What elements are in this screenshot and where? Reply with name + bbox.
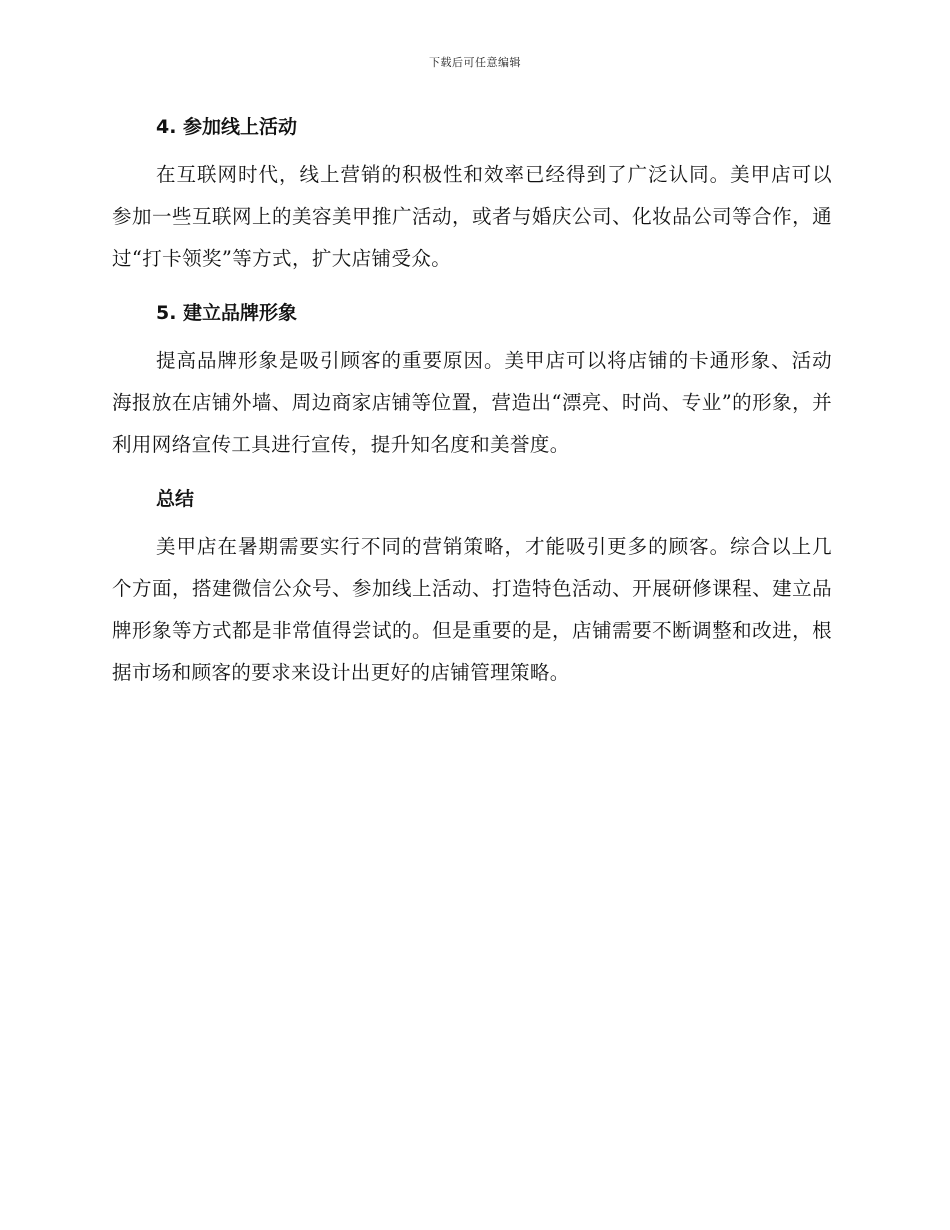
section-heading-online-activities: 4. 参加线上活动 [156,116,298,138]
section-paragraph-brand-image: 提高品牌形象是吸引顾客的重要原因。美甲店可以将店铺的卡通形象、活动海报放在店铺外墙、周边商家店铺等位置，营造出“漂亮、时尚、专业”的形象，并利用网络宣传工具进行宣传，提升知名度和美誉度。 [112,349,832,456]
page-header: 下载后可任意编辑 [429,56,521,69]
document-body [112,110,832,710]
section-heading-brand-image: 5. 建立品牌形象 [156,302,298,324]
section-paragraph-online-activities: 在互联网时代，线上营销的积极性和效率已经得到了广泛认同。美甲店可以参加一些互联网上的美容美甲推广活动，或者与婚庆公司、化妆品公司等合作，通过“打卡领奖”等方式，扩大店铺受众。 [112,163,832,270]
section-heading-summary: 总结 [156,488,195,510]
section-paragraph-summary: 美甲店在暑期需要实行不同的营销策略，才能吸引更多的顾客。综合以上几个方面，搭建微信公众号、参加线上活动、打造特色活动、开展研修课程、建立品牌形象等方式都是非常值得尝试的。但是重要的是，店铺需要不断调整和改进，根据市场和顾客的要求来设计出更好的店铺管理策略。 [112,535,832,684]
